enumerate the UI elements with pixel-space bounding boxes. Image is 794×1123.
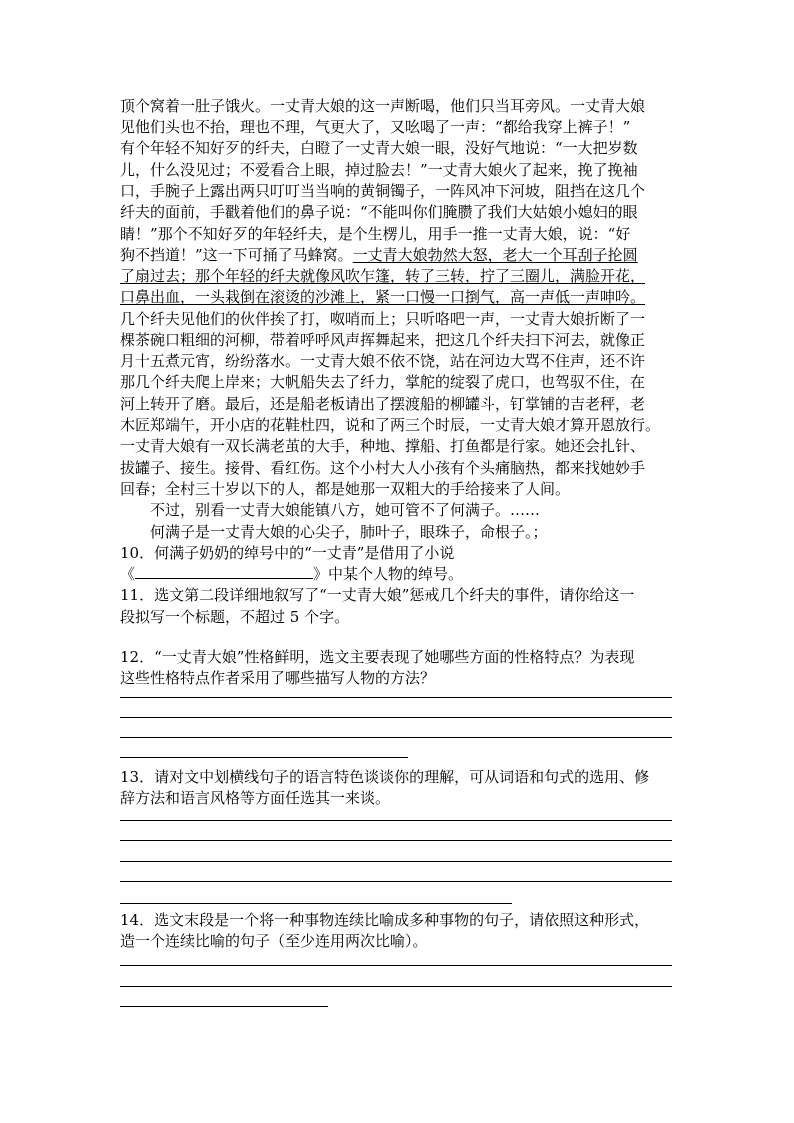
passage-line: 有个年轻不知好歹的纤夫，白瞪了一丈青大娘一眼，没好气地说：“一大把岁数 (120, 139, 638, 157)
passage-line: 棵茶碗口粗细的河柳，带着呼呼风声挥舞起来，把这几个纤夫扫下河去，就像正 (120, 331, 646, 349)
question-10: 10．何满子奶奶的绰号中的“一丈青”是借用了小说 (120, 544, 455, 562)
passage-line: 儿，什么没见过；不爱看合上眼，掉过脸去！”一丈青大娘火了起来，挽了挽袖 (120, 161, 638, 179)
answer-line[interactable] (120, 717, 672, 718)
passage-line: 纤夫的面前，手戳着他们的鼻子说：“不能叫你们腌臜了我们大姑娘小媳妇的眼 (120, 203, 638, 221)
passage-line: 见他们头也不抬，理也不理，气更大了，又吆喝了一声：“都给我穿上裤子！” (120, 118, 631, 136)
answer-line[interactable] (120, 840, 672, 841)
passage-paragraph: 何满子是一丈青大娘的心尖子，肺叶子，眼珠子，命根子。； (120, 523, 548, 541)
passage-line: 回春；全村三十岁以下的人，都是她那一双粗大的手给接来了人间。 (120, 480, 571, 498)
passage-line: 拔罐子、接生。接骨、看红伤。这个小村大人小孩有个头痛脑热，都来找她妙手 (120, 459, 646, 477)
book-title-close: 》中某个人物的绰号。 (313, 565, 464, 583)
passage-text: 狗不挡道！”这一下可捅了马蜂窝。 (120, 246, 353, 264)
underlined-sentence: 口鼻出血，一头栽倒在滚烫的沙滩上，紧一口慢一口捯气，高一声低一声呻吟。 (120, 288, 646, 306)
question-11: 11．选文第二段详细地叙写了“一丈青大娘”惩戒几个纤夫的事件，请你给这一 (120, 586, 635, 604)
passage-line: 木匠郑端午，开小店的花鞋杜四，说和了两三个时辰，一丈青大娘才算开恩放行。 (120, 416, 661, 434)
answer-line[interactable] (120, 965, 672, 966)
question-13: 13．请对文中划横线句子的语言特色谈谈你的理解，可从词语和句式的选用、修 (120, 768, 650, 786)
underlined-sentence: 了扇过去；那个年轻的纤夫就像风吹乍篷，转了三转，拧了三圈儿，满脸开花， (120, 267, 646, 285)
passage-line: 河上转开了磨。最后，还是船老板请出了摆渡船的柳罐斗，钉掌铺的吉老秤，老 (120, 395, 646, 413)
answer-line[interactable] (120, 697, 672, 698)
question-13: 辞方法和语言风格等方面任选其一来谈。 (120, 789, 391, 807)
book-title-open: 《 (120, 565, 136, 583)
question-11: 段拟写一个标题，不超过 5 个字。 (120, 608, 350, 626)
passage-line: 那几个纤夫爬上岸来；大帆船失去了纤力，掌舵的绽裂了虎口，也驾驭不住，在 (120, 373, 646, 391)
answer-line[interactable] (120, 737, 672, 738)
question-12: 这些性格特点作者采用了哪些描写人物的方法？ (120, 669, 436, 687)
answer-line[interactable] (120, 881, 672, 882)
passage-line: 一丈青大娘有一双长满老茧的大手，种地、撑船、打鱼都是行家。她还会扎针、 (120, 437, 646, 455)
answer-line[interactable] (120, 1006, 328, 1007)
passage-line: 几个纤夫见他们的伙伴挨了打，呶哨而上；只听咯吧一声，一丈青大娘折断了一 (120, 310, 646, 328)
question-14: 14．选文末段是一个将一种事物连续比喻成多种事物的句子，请依照这种形式， (120, 911, 650, 929)
answer-blank-10[interactable] (135, 564, 313, 579)
passage-paragraph: 不过，别看一丈青大娘能镇八方，她可管不了何满子。…… (120, 501, 541, 519)
answer-line[interactable] (120, 757, 408, 758)
passage-line (120, 245, 638, 265)
answer-line[interactable] (120, 903, 512, 904)
passage-line: 顶个窝着一肚子饿火。一丈青大娘的这一声断喝，他们只当耳旁风。一丈青大娘 (120, 97, 646, 115)
passage-line: 睛！”那个不知好歹的年轻纤夫，是个生楞儿，用手一推一丈青大娘，说：“好 (120, 225, 631, 243)
question-10-blank-line (120, 564, 463, 584)
question-14: 造一个连续比喻的句子（至少连用两次比喻）。 (120, 932, 428, 950)
answer-line[interactable] (120, 986, 672, 987)
passage-line: 月十五煮元宵，纷纷落水。一丈青大娘不依不饶，站在河边大骂不住声，还不许 (120, 352, 646, 370)
answer-line[interactable] (120, 861, 672, 862)
passage-line: 口，手腕子上露出两只叮叮当当响的黄铜镯子，一阵风冲下河坡，阻挡在这几个 (120, 182, 646, 200)
question-12: 12．“一丈青大娘”性格鲜明，选文主要表现了她哪些方面的性格特点？为表现 (120, 648, 635, 666)
answer-line[interactable] (120, 820, 672, 821)
underlined-sentence: 一丈青大娘勃然大怒，老大一个耳刮子抡圆 (352, 246, 638, 264)
